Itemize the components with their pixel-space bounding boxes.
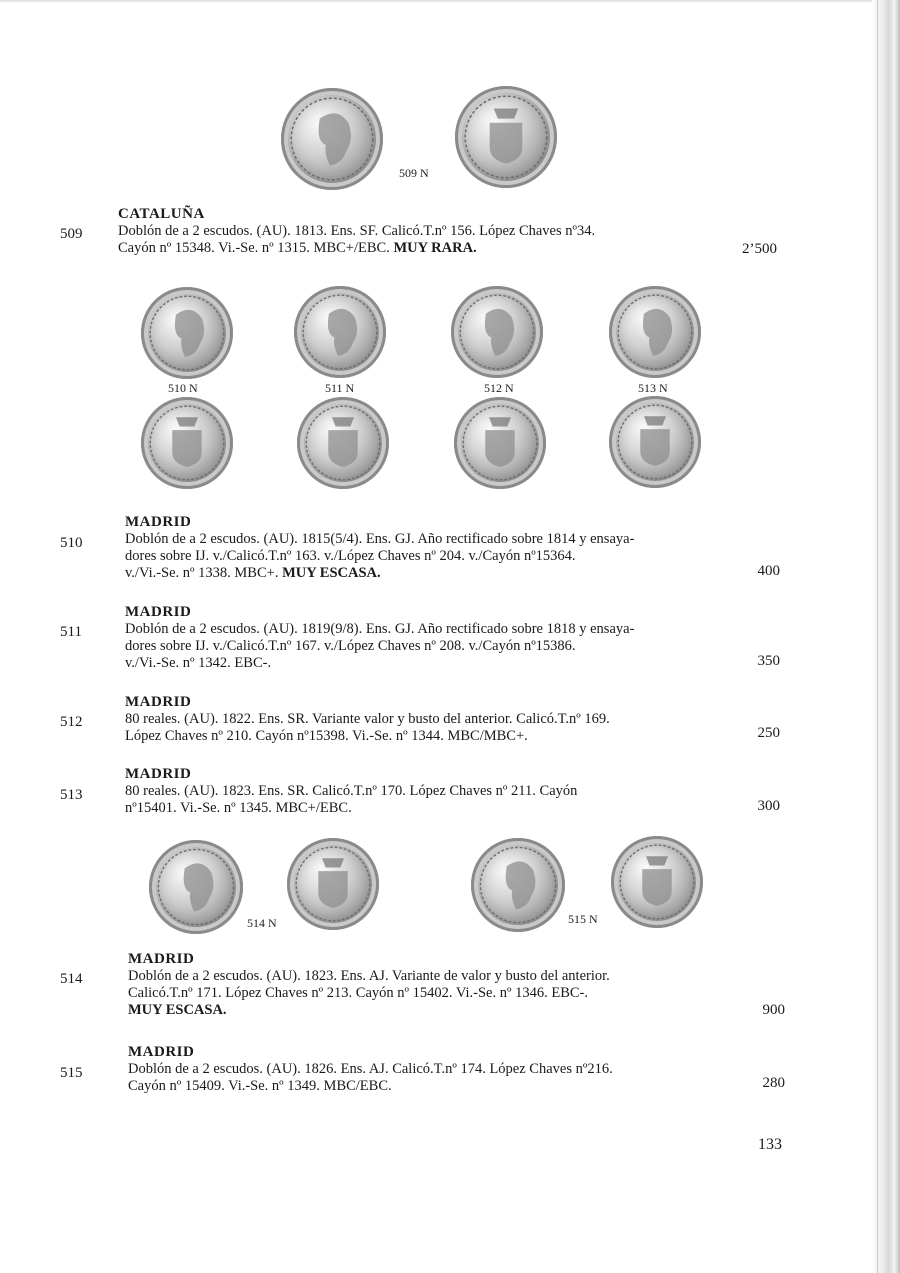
lot-510-location: MADRID xyxy=(125,514,192,530)
lot-512-estimate: 250 xyxy=(757,725,780,741)
lot-509-rarity: MUY RARA. xyxy=(393,240,477,256)
lot-513-location: MADRID xyxy=(125,766,192,782)
coin-caption-514: 514 N xyxy=(247,916,277,930)
lot-509-line-1: Doblón de a 2 escudos. (AU). 1813. Ens. SF. Calicó.T.nº 156. López Chaves nº34. xyxy=(118,223,596,239)
lot-511-description xyxy=(125,621,634,672)
coin-509-reverse-image xyxy=(455,86,557,188)
lot-509-description xyxy=(118,223,595,257)
lot-510-rarity: MUY ESCASA. xyxy=(282,565,381,581)
coin-514-reverse-image xyxy=(287,838,379,930)
lot-515-number: 515 xyxy=(60,1065,83,1081)
coin-512-obverse-image xyxy=(451,286,543,378)
page-top-shadow xyxy=(0,0,900,3)
lot-514-line-2: Calicó.T.nº 171. López Chaves nº 213. Cayón nº 15402. Vi.-Se. nº 1346. EBC-. xyxy=(128,985,588,1001)
lot-510-line-1: Doblón de a 2 escudos. (AU). 1815(5/4). Ens. GJ. Año rectificado sobre 1814 y ensaya- xyxy=(125,531,635,547)
lot-514-rarity: MUY ESCASA. xyxy=(128,1002,227,1018)
coin-510-obverse-image xyxy=(141,287,233,379)
lot-514-description xyxy=(128,968,610,1019)
lot-513-number: 513 xyxy=(60,787,83,803)
lot-515-location: MADRID xyxy=(128,1044,195,1060)
lot-515-description xyxy=(128,1061,613,1095)
lot-509-line-2 xyxy=(118,240,595,257)
page-number: 133 xyxy=(758,1136,782,1153)
lot-509-line-2-text: Cayón nº 15348. Vi.-Se. nº 1315. MBC+/EBC. xyxy=(118,240,390,256)
lot-509-estimate: 2’500 xyxy=(742,241,777,257)
lot-509-location: CATALUÑA xyxy=(118,206,205,222)
coin-510-reverse-image xyxy=(141,397,233,489)
lot-512-description xyxy=(125,711,610,745)
lot-513-estimate: 300 xyxy=(757,798,780,814)
lot-511-line-2: dores sobre IJ. v./Calicó.T.nº 167. v./López Chaves nº 208. v./Cayón nº15386. xyxy=(125,638,576,654)
coin-515-obverse-image xyxy=(471,838,565,932)
coin-caption-513: 513 N xyxy=(638,381,668,395)
lot-513-description xyxy=(125,783,577,817)
lot-511-estimate: 350 xyxy=(757,653,780,669)
lot-510-estimate: 400 xyxy=(757,563,780,579)
lot-514-number: 514 xyxy=(60,971,83,987)
lot-510-description xyxy=(125,531,634,582)
lot-511-location: MADRID xyxy=(125,604,192,620)
lot-515-line-2: Cayón nº 15409. Vi.-Se. nº 1349. MBC/EBC. xyxy=(128,1078,392,1094)
lot-514-line-1: Doblón de a 2 escudos. (AU). 1823. Ens. AJ. Variante de valor y busto del anterior. xyxy=(128,968,610,984)
coin-caption-512: 512 N xyxy=(484,381,514,395)
lot-512-location: MADRID xyxy=(125,694,192,710)
lot-510-line-3 xyxy=(125,565,634,582)
lot-515-line-1: Doblón de a 2 escudos. (AU). 1826. Ens. AJ. Calicó.T.nº 174. López Chaves nº216. xyxy=(128,1061,613,1077)
coin-caption-509: 509 N xyxy=(399,166,429,180)
lot-511-line-1: Doblón de a 2 escudos. (AU). 1819(9/8). Ens. GJ. Año rectificado sobre 1818 y ensaya- xyxy=(125,621,635,637)
lot-511-number: 511 xyxy=(60,624,82,640)
lot-513-line-2: nº15401. Vi.-Se. nº 1345. MBC+/EBC. xyxy=(125,800,352,816)
coin-caption-515: 515 N xyxy=(568,912,598,926)
coin-512-reverse-image xyxy=(454,397,546,489)
lot-509-number: 509 xyxy=(60,226,83,242)
coin-509-obverse-image xyxy=(281,88,383,190)
lot-512-line-1: 80 reales. (AU). 1822. Ens. SR. Variante valor y busto del anterior. Calicó.T.nº 169. xyxy=(125,711,610,727)
coin-caption-510: 510 N xyxy=(168,381,198,395)
lot-510-line-3-text: v./Vi.-Se. nº 1338. MBC+. xyxy=(125,565,279,581)
lot-510-line-2: dores sobre IJ. v./Calicó.T.nº 163. v./López Chaves nº 204. v./Cayón nº15364. xyxy=(125,548,576,564)
lot-510-number: 510 xyxy=(60,535,83,551)
lot-514-estimate: 900 xyxy=(762,1002,785,1018)
coin-515-reverse-image xyxy=(611,836,703,928)
lot-513-line-1: 80 reales. (AU). 1823. Ens. SR. Calicó.T.nº 170. López Chaves nº 211. Cayón xyxy=(125,783,578,799)
coin-513-reverse-image xyxy=(609,396,701,488)
lot-512-number: 512 xyxy=(60,714,83,730)
page-edge-line xyxy=(877,0,878,1273)
lot-511-line-3: v./Vi.-Se. nº 1342. EBC-. xyxy=(125,655,272,671)
coin-514-obverse-image xyxy=(149,840,243,934)
coin-511-reverse-image xyxy=(297,397,389,489)
lot-514-location: MADRID xyxy=(128,951,195,967)
coin-513-obverse-image xyxy=(609,286,701,378)
lot-512-line-2: López Chaves nº 210. Cayón nº15398. Vi.-Se. nº 1344. MBC/MBC+. xyxy=(125,728,528,744)
lot-515-estimate: 280 xyxy=(762,1075,785,1091)
coin-511-obverse-image xyxy=(294,286,386,378)
coin-caption-511: 511 N xyxy=(325,381,355,395)
